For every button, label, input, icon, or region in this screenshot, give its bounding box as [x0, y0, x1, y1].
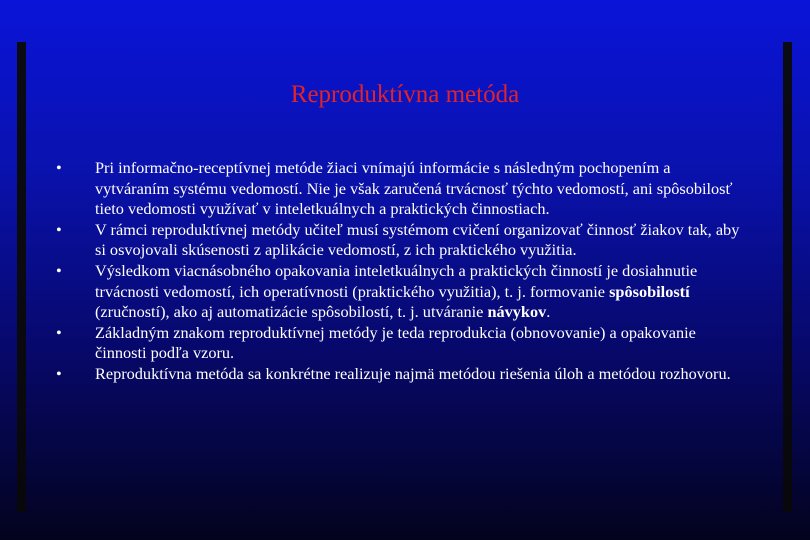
bold-term-navykov: návykov [487, 302, 547, 322]
bullet-text-end: . [546, 302, 551, 322]
bullet-item-4 [56, 323, 746, 364]
slide-title: Reproduktívna metóda [290, 81, 520, 108]
bullet-icon: • [56, 158, 62, 177]
bullet-item-1 [56, 158, 746, 220]
bullet-icon: • [56, 322, 62, 342]
bullet-item-5 [56, 364, 746, 385]
bullet-text: Základným znakom reproduktívnej metódy je teda reprodukcia (obnovovanie) a opakovanie činnosti podľa vzoru. [95, 322, 696, 363]
bullet-icon: • [56, 260, 62, 280]
bullet-text: Výsledkom viacnásobného opakovania inteletkuálnych a praktických činností je dosiahnutie trvácnosti vedomostí, ich operatívnosti (praktického využitia), t. j. formovanie [95, 260, 698, 301]
bullet-item-3 [56, 261, 746, 323]
left-decorative-bar [17, 42, 26, 512]
bullet-item-2 [56, 220, 746, 261]
bullet-text: Reproduktívna metóda sa konkrétne realizuje najmä metódou riešenia úloh a metódou rozhovoru. [95, 363, 731, 383]
bold-term-spobilosti: spôsobilostí [609, 281, 690, 301]
bullet-icon: • [56, 219, 62, 239]
bullet-text: V rámci reproduktívnej metódy učiteľ musí systémom cvičení organizovať činnosť žiakov tak, aby si osvojovali skúsenosti z aplikácie vedomostí, z ich praktického využitia. [95, 219, 740, 260]
bullet-text: Pri informačno-receptívnej metóde žiaci vnímajú informácie s následným pochopením a vytváraním systému vedomostí. Nie je však zaručená trvácnosť týchto vedomostí, ani spôsobilosť tieto vedomosti využívať v inteletkuálnych a praktických činnostiach. [95, 158, 733, 219]
right-decorative-bar [783, 42, 792, 512]
bullet-text-cont: (zručností), ako aj automatizácie spôsobilostí, t. j. utváranie [95, 302, 488, 322]
bullet-list [56, 158, 746, 385]
bullet-icon: • [56, 363, 62, 383]
